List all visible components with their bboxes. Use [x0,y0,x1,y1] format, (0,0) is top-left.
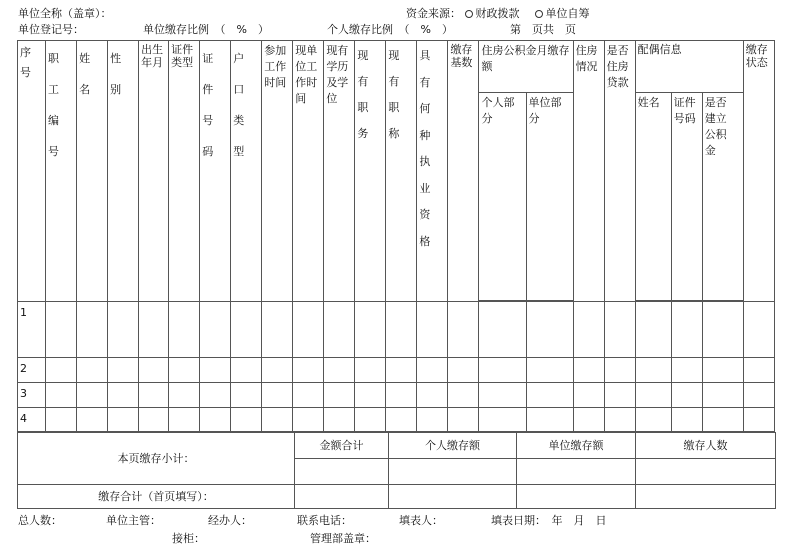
col-emp-no: 职工编号 [46,41,77,302]
radio-self[interactable] [535,10,543,18]
grand-total-label: 缴存合计（首页填写）： [18,485,295,509]
col-personal-part: 个人部分 [479,93,526,301]
table-row [18,408,775,432]
unit-ratio-label: 单位缴存比例 （ % ） [143,23,269,36]
col-monthly-amount: 住房公积金月缴存额 [479,41,573,93]
grand-personal-cell[interactable] [389,485,517,509]
fund-option-fiscal: 财政拨款 [475,7,520,20]
page-subtotal-label: 本页缴存小计： [18,433,295,485]
col-housing: 住房情况 [573,41,604,302]
col-id-type: 证件类型 [169,41,200,302]
col-hukou: 户口类型 [231,41,262,302]
total-amount-cell[interactable] [295,459,389,485]
col-seq: 序号 [18,41,46,302]
phone-label: 联系电话： [297,514,352,527]
table-row [18,383,775,408]
radio-fiscal[interactable] [465,10,473,18]
row-number: 2 [18,358,46,383]
col-spouse-name: 姓名 [635,93,671,301]
row-number: 4 [18,408,46,432]
col-loan: 是否住房贷款 [604,41,635,302]
dept-seal-label: 管理部盖章： [310,532,376,545]
unit-name-label: 单位全称（盖章）： [18,7,112,20]
summary-table [17,432,776,509]
main-grid [17,40,775,432]
grand-total-amount-cell[interactable] [295,485,389,509]
handler-label: 经办人： [208,514,252,527]
col-gender: 性别 [108,41,139,302]
unit-amount-cell[interactable] [517,459,636,485]
col-education: 现有学历及学位 [324,41,355,302]
row-number: 1 [18,302,46,358]
col-spouse-id: 证件号码 [671,93,702,301]
unit-reg-no-label: 单位登记号： [18,23,84,36]
fund-source [406,7,590,20]
grand-unit-cell[interactable] [517,485,636,509]
fund-source-label: 资金来源： [406,7,461,20]
col-title: 现有职称 [386,41,417,302]
col-qualification: 具有何种执业资格 [417,41,448,302]
col-id-no: 证件号码 [200,41,231,302]
filler-label: 填表人： [399,514,443,527]
col-birth: 出生年月 [139,41,169,302]
personal-ratio-label: 个人缴存比例 （ % ） [327,23,453,36]
fill-date-label: 填表日期： 年 月 日 [491,514,607,527]
unit-amount-header: 单位缴存额 [517,433,636,459]
supervisor-label: 单位主管： [106,514,161,527]
col-work-start: 参加工作时间 [262,41,293,302]
col-spouse-fund: 是否建立公积金 [702,93,743,301]
personal-amount-header: 个人缴存额 [389,433,517,459]
col-spouse: 配偶信息 [635,41,743,93]
total-people-label: 总人数： [18,514,62,527]
fund-option-self: 单位自筹 [545,7,590,20]
grand-count-cell[interactable] [636,485,776,509]
page-info: 第 页共 页 [510,23,576,36]
table-row [18,302,775,358]
table-row [18,358,775,383]
col-unit-part: 单位部分 [526,93,573,301]
reviewer-label: 接柜： [172,532,205,545]
count-header: 缴存人数 [636,433,776,459]
row-number: 3 [18,383,46,408]
col-status: 缴存状态 [743,41,774,302]
col-position: 现有职务 [355,41,386,302]
col-unit-start: 现单位工作时间 [293,41,324,302]
col-base: 缴存基数 [448,41,479,302]
col-name: 姓名 [77,41,108,302]
count-cell[interactable] [636,459,776,485]
personal-amount-cell[interactable] [389,459,517,485]
total-amount-header: 金额合计 [295,433,389,459]
